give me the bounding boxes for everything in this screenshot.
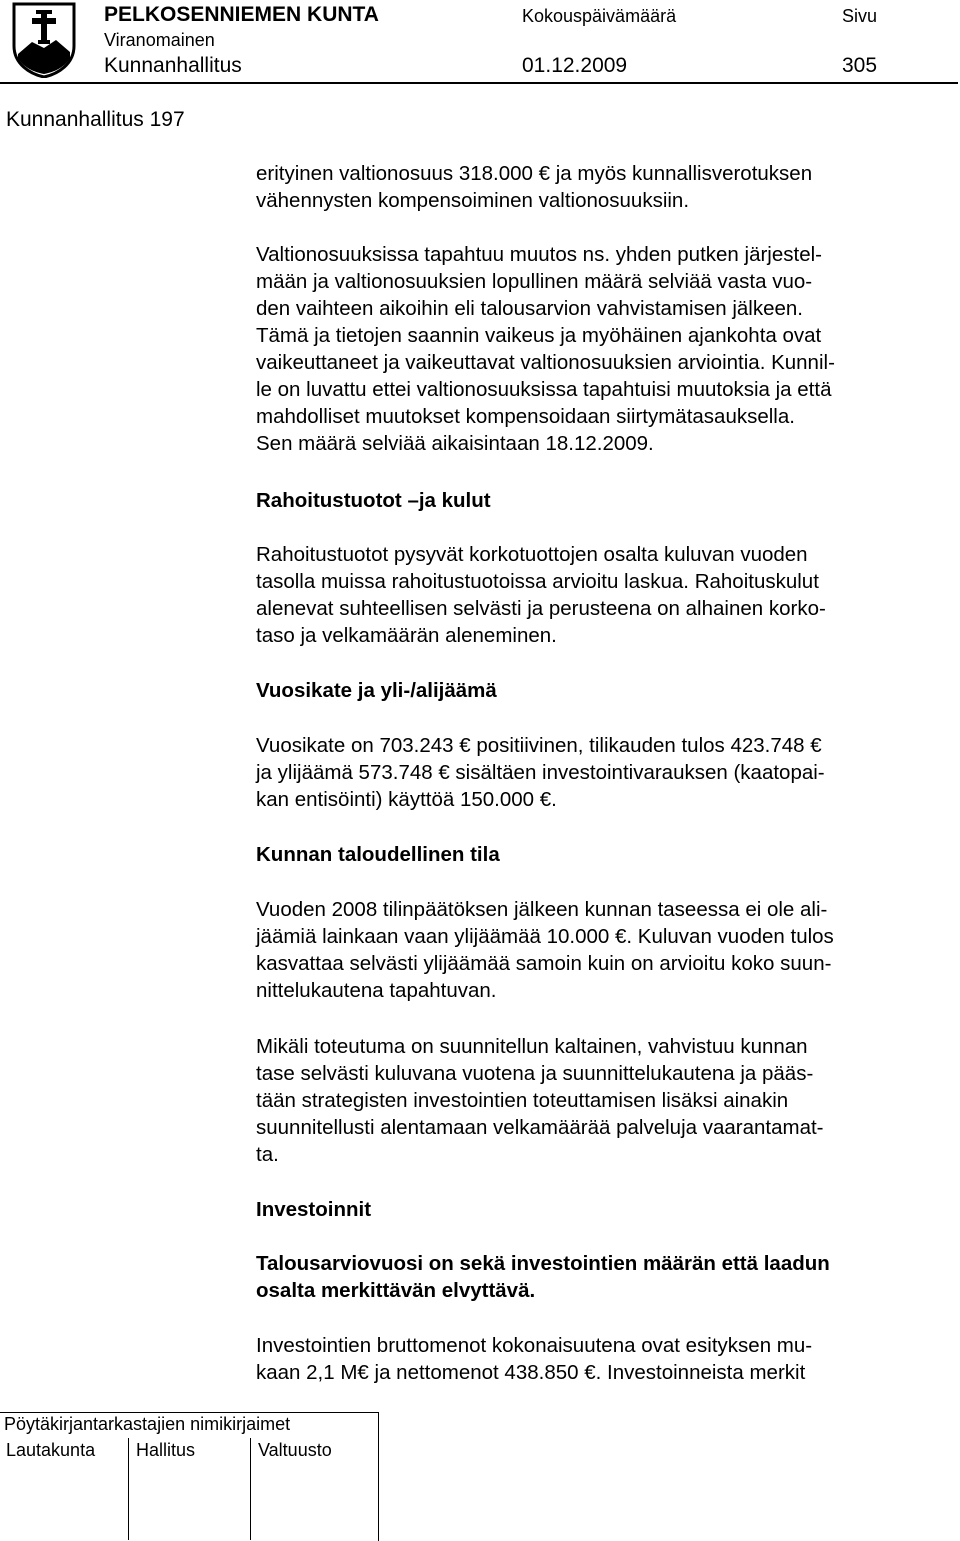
footer-title: Pöytäkirjantarkastajien nimikirjaimet (4, 1414, 291, 1434)
body-line: tasolla muissa rahoitustuotoissa arvioitu laskua. Rahoituskulut (256, 570, 819, 593)
body-line: mään ja valtionosuuksien lopullinen määrä selviää vasta vuo- (256, 270, 813, 293)
authority-value: Kunnanhallitus (104, 54, 242, 77)
footer-divider (128, 1438, 129, 1540)
body-line: nittelukautena tapahtuvan. (256, 979, 497, 1002)
body-line: kan entisöinti) käyttöä 150.000 €. (256, 788, 557, 811)
section-reference: Kunnanhallitus 197 (6, 108, 185, 131)
footer-col-lautakunta: Lautakunta (6, 1440, 96, 1460)
body-line: Rahoitustuotot pysyvät korkotuottojen osalta kuluvan vuoden (256, 543, 808, 566)
body-line: Investointien bruttomenot kokonaisuutena ovat esityksen mu- (256, 1334, 813, 1357)
body-line: erityinen valtionosuus 318.000 € ja myös kunnallisverotuksen (256, 162, 813, 185)
body-line: mahdolliset muutokset kompensoidaan siirtymätasauksella. (256, 405, 795, 428)
page-number: 305 (842, 54, 878, 77)
body-line: Mikäli toteutuma on suunnitellun kaltainen, vahvistuu kunnan (256, 1035, 808, 1058)
section-heading: Rahoitustuotot –ja kulut (256, 489, 491, 512)
header-divider (0, 82, 958, 84)
date-label: Kokouspäivämäärä (522, 6, 677, 26)
coat-of-arms-icon (12, 2, 76, 78)
body-line: Tämä ja tietojen saannin vaikeus ja myöhäinen ajankohta ovat (256, 324, 822, 347)
body-line: vähennysten kompensoiminen valtionosuuksiin. (256, 189, 690, 212)
body-line: tään strategisten investointien toteuttamisen lisäksi ainakin (256, 1089, 789, 1112)
body-line: vaikeuttaneet ja vaikeuttavat valtionosuuksien arviointia. Kunnil- (256, 351, 835, 374)
body-line: kasvattaa selvästi ylijäämää samoin kuin on arvioitu koko suun- (256, 952, 832, 975)
org-name: PELKOSENNIEMEN KUNTA (104, 3, 379, 26)
body-line: le on luvattu ettei valtionosuuksissa tapahtuisi muutoksia ja että (256, 378, 832, 401)
body-line: den vaihteen aikoihin eli talousarvion vahvistamisen jälkeen. (256, 297, 803, 320)
body-line: ja ylijäämä 573.748 € sisältäen investointivarauksen (kaatopai- (256, 761, 825, 784)
authority-label: Viranomainen (104, 30, 215, 50)
body-line: kaan 2,1 M€ ja nettomenot 438.850 €. Investoinneista merkit (256, 1361, 806, 1384)
section-heading: Talousarviovuosi on sekä investointien määrän että laadun (256, 1252, 830, 1275)
date-value: 01.12.2009 (522, 54, 628, 77)
footer-col-hallitus: Hallitus (136, 1440, 196, 1460)
body-line: alenevat suhteellisen selvästi ja perusteena on alhainen korko- (256, 597, 826, 620)
section-heading: osalta merkittävän elvyttävä. (256, 1279, 536, 1302)
body-line: suunnitellusti alentamaan velkamäärää palveluja vaarantamat- (256, 1116, 824, 1139)
body-line: Vuoden 2008 tilinpäätöksen jälkeen kunnan taseessa ei ole ali- (256, 898, 828, 921)
body-line: tase selvästi kuluvana vuotena ja suunnittelukautena ja pääs- (256, 1062, 814, 1085)
page-label: Sivu (842, 6, 878, 26)
footer-col-valtuusto: Valtuusto (258, 1440, 332, 1460)
section-heading: Vuosikate ja yli-/alijäämä (256, 679, 497, 702)
body-line: taso ja velkamäärän aleneminen. (256, 624, 557, 647)
body-line: jäämiä lainkaan vaan ylijäämää 10.000 €. Kuluvan vuoden tulos (256, 925, 834, 948)
section-heading: Investoinnit (256, 1198, 372, 1221)
footer-divider (250, 1438, 251, 1540)
section-heading: Kunnan taloudellinen tila (256, 843, 500, 866)
body-line: Valtionosuuksissa tapahtuu muutos ns. yhden putken järjestel- (256, 243, 822, 266)
body-line: Vuosikate on 703.243 € positiivinen, tilikauden tulos 423.748 € (256, 734, 822, 757)
body-line: Sen määrä selviää aikaisintaan 18.12.2009. (256, 432, 654, 455)
body-line: ta. (256, 1143, 279, 1166)
document-body (256, 160, 936, 1400)
